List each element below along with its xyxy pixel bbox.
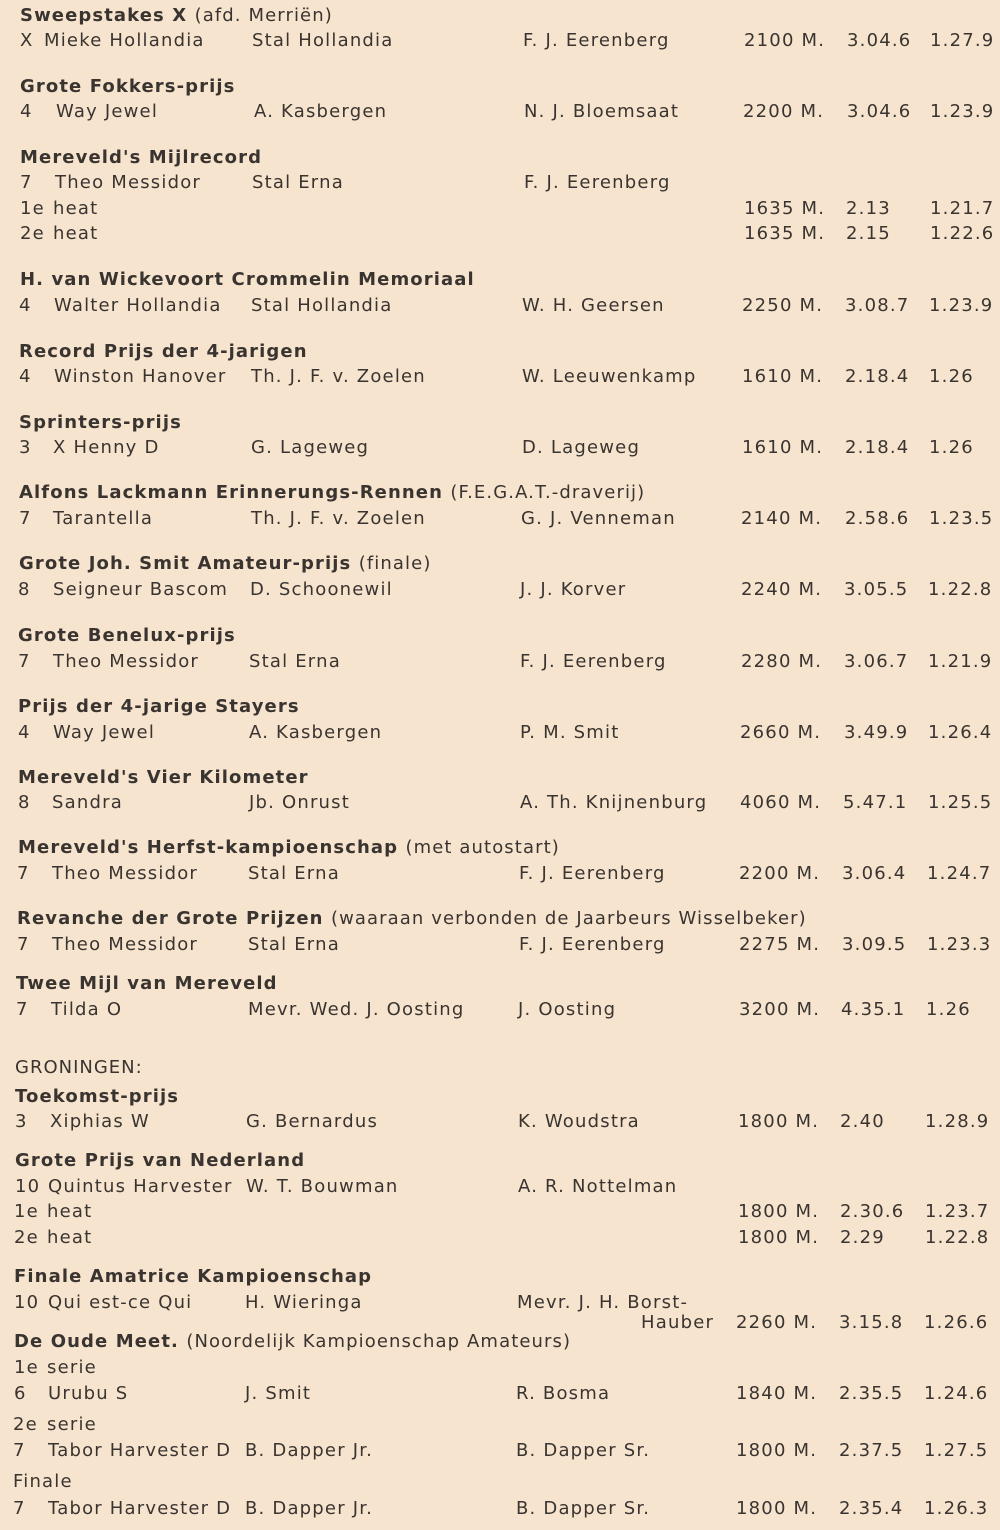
race-subtitle: (finale): [358, 553, 432, 574]
race-title: Toekomst-prijs: [15, 1086, 180, 1107]
horse-number: 4: [18, 722, 31, 743]
series-label: serie: [47, 1414, 97, 1435]
distance: 2200 M.: [739, 863, 821, 884]
horse-name: Mieke Hollandia: [44, 30, 205, 51]
race-time: 2.18.4: [845, 437, 910, 458]
race-title: Grote Prijs van Nederland: [15, 1150, 306, 1171]
owner: Th. J. F. v. Zoelen: [251, 366, 426, 387]
owner: Stal Erna: [252, 172, 344, 193]
horse-name: Seigneur Bascom: [53, 579, 229, 600]
horse-name: Urubu S: [48, 1383, 129, 1404]
heat-number: 1e: [20, 198, 45, 219]
km-time: 1.22.8: [928, 579, 993, 600]
race-row: [0, 1175, 1000, 1199]
heat-row: [0, 1226, 1000, 1250]
km-time: 1.26: [926, 999, 971, 1020]
km-time: 1.27.9: [930, 30, 995, 51]
distance: 1800 M.: [738, 1111, 820, 1132]
race-row: [0, 998, 1000, 1022]
horse-name: Quintus Harvester: [48, 1176, 233, 1197]
horse-number: 8: [18, 792, 31, 813]
driver: F. J. Eerenberg: [520, 651, 667, 672]
owner: Stal Hollandia: [252, 30, 394, 51]
section-heading: GRONINGEN:: [15, 1057, 143, 1078]
km-time: 1.22.8: [925, 1227, 990, 1248]
horse-number: 7: [16, 999, 29, 1020]
series-row: [0, 1413, 1000, 1437]
race-time: 5.47.1: [843, 792, 908, 813]
series-number: 2e: [13, 1414, 38, 1435]
driver: B. Dapper Sr.: [516, 1440, 651, 1461]
distance: 2260 M.: [736, 1312, 818, 1333]
owner: A. Kasbergen: [254, 101, 388, 122]
driver: K. Woudstra: [518, 1111, 640, 1132]
distance: 2660 M.: [740, 722, 822, 743]
km-time: 1.23.9: [930, 101, 995, 122]
owner: Th. J. F. v. Zoelen: [251, 508, 426, 529]
race-title: Prijs der 4-jarige Stayers: [18, 696, 300, 717]
race-time: 3.05.5: [844, 579, 909, 600]
driver: F. J. Eerenberg: [519, 863, 666, 884]
owner: Stal Hollandia: [251, 295, 393, 316]
race-title: De Oude Meet. (Noordelijk Kampioenschap Amateurs): [14, 1331, 572, 1352]
horse-name: Sandra: [52, 792, 123, 813]
race-row: [0, 436, 1000, 460]
owner: A. Kasbergen: [249, 722, 383, 743]
heat-number: 1e: [14, 1201, 39, 1222]
heat-label: heat: [53, 198, 99, 219]
heat-number: 2e: [14, 1227, 39, 1248]
race-time: 2.30.6: [840, 1201, 905, 1222]
owner: J. Smit: [245, 1383, 312, 1404]
km-time: 1.25.5: [928, 792, 993, 813]
driver: P. M. Smit: [520, 722, 620, 743]
distance: 1800 M.: [738, 1227, 820, 1248]
race-subtitle: (afd. Merriën): [194, 5, 333, 26]
race-row: [0, 791, 1000, 815]
race-time: 3.49.9: [844, 722, 909, 743]
distance: 1610 M.: [742, 366, 824, 387]
km-time: 1.21.9: [928, 651, 993, 672]
distance: 2280 M.: [741, 651, 823, 672]
driver: R. Bosma: [516, 1383, 611, 1404]
race-time: 2.13: [846, 198, 891, 219]
owner: Stal Erna: [249, 651, 341, 672]
race-time: 3.04.6: [847, 30, 912, 51]
km-time: 1.27.5: [924, 1440, 989, 1461]
km-time: 1.26: [929, 366, 974, 387]
heat-label: heat: [47, 1201, 93, 1222]
series-row: [0, 1470, 1000, 1494]
km-time: 1.23.7: [925, 1201, 990, 1222]
driver: D. Lageweg: [522, 437, 641, 458]
horse-number: 8: [18, 579, 31, 600]
driver: J. J. Korver: [520, 579, 627, 600]
race-time: 2.37.5: [839, 1440, 904, 1461]
race-row: [0, 862, 1000, 886]
horse-number: 3: [15, 1111, 28, 1132]
owner: Stal Erna: [248, 863, 340, 884]
race-title: Grote Joh. Smit Amateur-prijs (finale): [19, 553, 432, 574]
race-title: Sprinters-prijs: [19, 412, 182, 433]
series-row: [0, 1356, 1000, 1380]
race-row: [0, 1439, 1000, 1463]
horse-name: X Henny D: [53, 437, 160, 458]
distance: 1635 M.: [744, 223, 826, 244]
distance: 3200 M.: [739, 999, 821, 1020]
horse-number: 6: [14, 1383, 27, 1404]
heat-row: [0, 1200, 1000, 1224]
race-row: [0, 721, 1000, 745]
distance: 1635 M.: [744, 198, 826, 219]
horse-number: 7: [18, 651, 31, 672]
driver: J. Oosting: [518, 999, 617, 1020]
km-time: 1.24.6: [924, 1383, 989, 1404]
horse-name: Xiphias W: [50, 1111, 150, 1132]
race-row: [0, 1497, 1000, 1521]
km-time: 1.21.7: [930, 198, 995, 219]
race-row: [0, 100, 1000, 124]
distance: 2140 M.: [741, 508, 823, 529]
km-time: 1.26.3: [924, 1498, 989, 1519]
heat-label: heat: [47, 1227, 93, 1248]
distance: 1800 M.: [736, 1498, 818, 1519]
distance: 1610 M.: [742, 437, 824, 458]
driver: F. J. Eerenberg: [523, 30, 670, 51]
horse-number: 4: [19, 366, 32, 387]
heat-number: 2e: [20, 223, 45, 244]
race-time: 3.09.5: [842, 934, 907, 955]
race-time: 3.06.7: [844, 651, 909, 672]
race-time: 2.29: [840, 1227, 885, 1248]
horse-name: Theo Messidor: [52, 934, 199, 955]
owner: H. Wieringa: [245, 1292, 363, 1313]
horse-number: 7: [17, 934, 30, 955]
horse-name: Tabor Harvester D: [48, 1498, 232, 1519]
driver: N. J. Bloemsaat: [524, 101, 680, 122]
km-time: 1.26: [929, 437, 974, 458]
owner: Mevr. Wed. J. Oosting: [248, 999, 465, 1020]
horse-number: 7: [13, 1440, 26, 1461]
horse-number: X: [20, 30, 34, 51]
heat-label: heat: [53, 223, 99, 244]
distance: 2275 M.: [739, 934, 821, 955]
distance: 4060 M.: [740, 792, 822, 813]
horse-number: 4: [20, 101, 33, 122]
race-title: Record Prijs der 4-jarigen: [19, 341, 308, 362]
race-subtitle: (met autostart): [405, 837, 560, 858]
horse-number: 10: [14, 1292, 40, 1313]
owner: G. Bernardus: [246, 1111, 379, 1132]
race-row: [0, 1382, 1000, 1406]
race-time: 2.18.4: [845, 366, 910, 387]
race-time: 2.35.4: [839, 1498, 904, 1519]
horse-number: 3: [19, 437, 32, 458]
race-row: [0, 365, 1000, 389]
horse-name: Theo Messidor: [55, 172, 202, 193]
horse-name: Way Jewel: [56, 101, 159, 122]
horse-name: Qui est-ce Qui: [48, 1292, 193, 1313]
horse-name: Theo Messidor: [53, 651, 200, 672]
driver: B. Dapper Sr.: [516, 1498, 651, 1519]
horse-name: Walter Hollandia: [54, 295, 222, 316]
horse-name: Way Jewel: [53, 722, 156, 743]
horse-name: Theo Messidor: [52, 863, 199, 884]
distance: 2250 M.: [742, 295, 824, 316]
driver: W. Leeuwenkamp: [522, 366, 697, 387]
race-row: [0, 1110, 1000, 1134]
distance: 2100 M.: [744, 30, 826, 51]
heat-row: [0, 222, 1000, 246]
race-title: Grote Fokkers-prijs: [20, 76, 236, 97]
km-time: 1.23.9: [929, 295, 994, 316]
horse-number: 7: [20, 172, 33, 193]
owner: Stal Erna: [248, 934, 340, 955]
race-title: Sweepstakes X (afd. Merriën): [20, 5, 333, 26]
race-title: Mereveld's Mijlrecord: [20, 147, 263, 168]
horse-name: Tilda O: [51, 999, 123, 1020]
driver: F. J. Eerenberg: [524, 172, 671, 193]
driver: G. J. Venneman: [521, 508, 676, 529]
race-time: 2.58.6: [845, 508, 910, 529]
km-time: 1.22.6: [930, 223, 995, 244]
km-time: 1.28.9: [925, 1111, 990, 1132]
owner: B. Dapper Jr.: [245, 1498, 374, 1519]
horse-number: 4: [19, 295, 32, 316]
race-title: Alfons Lackmann Erinnerungs-Rennen (F.E.G.A.T.-draverij): [19, 482, 646, 503]
race-title: Grote Benelux-prijs: [18, 625, 236, 646]
race-time: 2.15: [846, 223, 891, 244]
race-time: 3.15.8: [839, 1312, 904, 1333]
owner: D. Schoonewil: [250, 579, 393, 600]
km-time: 1.26.4: [928, 722, 993, 743]
race-subtitle: (F.E.G.A.T.-draverij): [450, 482, 646, 503]
race-time: 2.40: [840, 1111, 885, 1132]
horse-number: 7: [19, 508, 32, 529]
driver: W. H. Geersen: [522, 295, 665, 316]
race-row: [0, 29, 1000, 53]
race-title: Twee Mijl van Mereveld: [16, 973, 278, 994]
km-time: 1.26.6: [924, 1312, 989, 1333]
horse-name: Tarantella: [53, 508, 154, 529]
driver-continued: Hauber: [641, 1312, 715, 1333]
race-title: Finale Amatrice Kampioenschap: [14, 1266, 373, 1287]
series-label: Finale: [13, 1471, 73, 1492]
race-row: [0, 171, 1000, 195]
horse-name: Winston Hanover: [54, 366, 227, 387]
race-row: [0, 507, 1000, 531]
distance: 2240 M.: [741, 579, 823, 600]
driver: A. R. Nottelman: [518, 1176, 678, 1197]
distance: 1840 M.: [736, 1383, 818, 1404]
owner: W. T. Bouwman: [246, 1176, 399, 1197]
race-title: Mereveld's Vier Kilometer: [18, 767, 309, 788]
km-time: 1.23.5: [929, 508, 994, 529]
race-row: [0, 933, 1000, 957]
distance: 1800 M.: [738, 1201, 820, 1222]
race-title: H. van Wickevoort Crommelin Memoriaal: [20, 269, 475, 290]
owner: G. Lageweg: [251, 437, 370, 458]
driver: A. Th. Knijnenburg: [520, 792, 708, 813]
horse-number: 7: [13, 1498, 26, 1519]
race-title: Mereveld's Herfst-kampioenschap (met autostart): [18, 837, 560, 858]
distance: 1800 M.: [736, 1440, 818, 1461]
horse-number: 10: [15, 1176, 41, 1197]
race-time: 4.35.1: [841, 999, 906, 1020]
driver: F. J. Eerenberg: [519, 934, 666, 955]
owner: Jb. Onrust: [249, 792, 350, 813]
horse-name: Tabor Harvester D: [48, 1440, 232, 1461]
driver: Mevr. J. H. Borst-: [517, 1292, 689, 1313]
series-label: serie: [47, 1357, 97, 1378]
km-time: 1.24.7: [927, 863, 992, 884]
race-row: [0, 578, 1000, 602]
series-number: 1e: [14, 1357, 39, 1378]
owner: B. Dapper Jr.: [245, 1440, 374, 1461]
race-row: [0, 294, 1000, 318]
horse-number: 7: [17, 863, 30, 884]
race-time: 3.08.7: [845, 295, 910, 316]
race-title: Revanche der Grote Prijzen (waaraan verbonden de Jaarbeurs Wisselbeker): [17, 908, 807, 929]
race-subtitle: (Noordelijk Kampioenschap Amateurs): [186, 1331, 572, 1352]
race-subtitle: (waaraan verbonden de Jaarbeurs Wisselbeker): [330, 908, 807, 929]
race-time: 2.35.5: [839, 1383, 904, 1404]
distance: 2200 M.: [743, 101, 825, 122]
race-time: 3.04.6: [847, 101, 912, 122]
race-time: 3.06.4: [842, 863, 907, 884]
race-row: [0, 650, 1000, 674]
heat-row: [0, 197, 1000, 221]
km-time: 1.23.3: [927, 934, 992, 955]
